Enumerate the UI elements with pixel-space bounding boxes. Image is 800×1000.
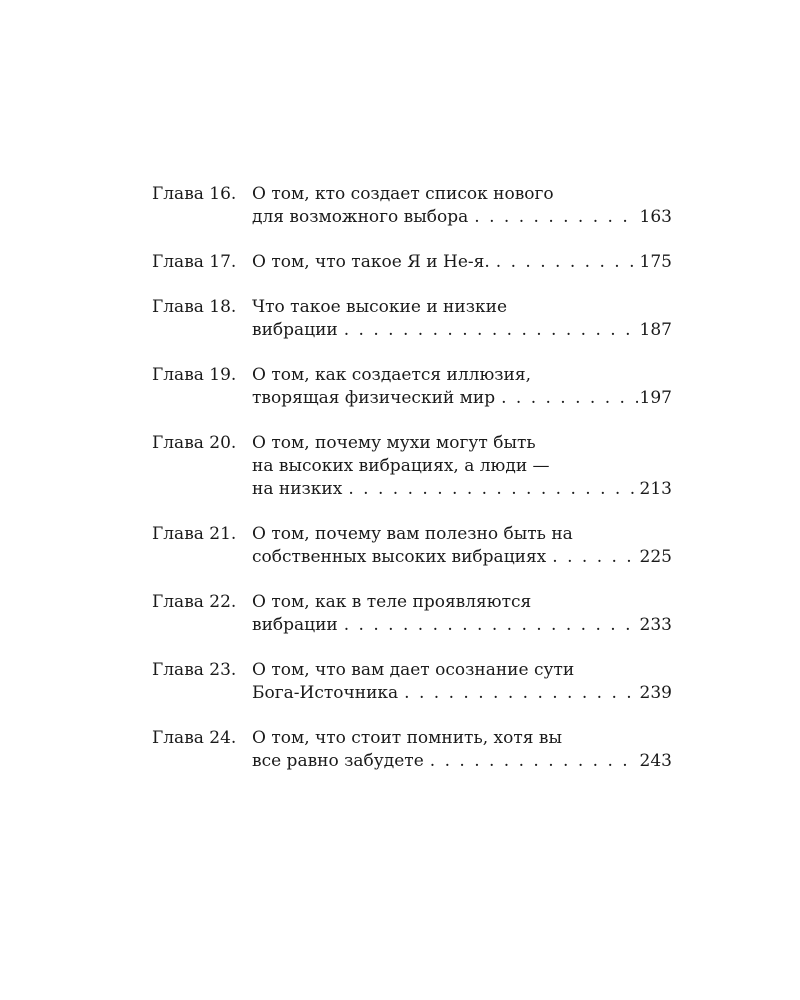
chapter-title-line: О том, почему мухи могут быть (252, 433, 536, 453)
page-number: 163 (639, 207, 672, 227)
page-number: 239 (639, 683, 672, 703)
chapter-title-line: для возможного выбора (252, 207, 469, 227)
chapter-title-line: творящая физический мир (252, 388, 496, 408)
page-number: 175 (639, 252, 672, 272)
chapter-title-line: О том, кто создает список нового (252, 184, 554, 204)
dot-leader (430, 750, 638, 773)
dot-leader (501, 387, 637, 410)
page-number: 213 (639, 479, 672, 499)
chapter-label: Глава 17. (152, 252, 237, 272)
dot-leader (474, 206, 637, 229)
chapter-title-line: на низких (252, 479, 343, 499)
toc-entry-chapter-17[interactable] (152, 251, 672, 274)
toc-entry-chapter-24[interactable] (152, 727, 672, 773)
toc-entry-chapter-18[interactable] (152, 296, 672, 342)
chapter-title-line: О том, что стоит помнить, хотя вы (252, 728, 562, 748)
toc-entry-chapter-20[interactable] (152, 432, 672, 501)
chapter-title-line: Что такое высокие и низкие (252, 297, 508, 317)
page-number: 197 (639, 388, 672, 408)
chapter-title-line: вибрации (252, 320, 338, 340)
dot-leader (348, 478, 637, 501)
page-number: 187 (639, 320, 672, 340)
chapter-title-line: О том, как в теле проявляются (252, 592, 532, 612)
chapter-title-line: Бога-Источника (252, 683, 399, 703)
chapter-label: Глава 23. (152, 660, 237, 680)
page-number: 225 (639, 547, 672, 567)
dot-leader (344, 614, 638, 637)
chapter-label: Глава 20. (152, 433, 237, 453)
page-number: 233 (639, 615, 672, 635)
dot-leader (496, 251, 638, 274)
chapter-title-line: О том, как создается иллюзия, (252, 365, 532, 385)
toc-entry-chapter-21[interactable] (152, 523, 672, 569)
dot-leader (552, 546, 637, 569)
chapter-label: Глава 24. (152, 728, 237, 748)
chapter-title-line: на высоких вибрациях, а люди — (252, 456, 550, 476)
chapter-title-line: О том, что вам дает осознание сути (252, 660, 575, 680)
table-of-contents (152, 183, 672, 795)
chapter-title-line: все равно забудете (252, 751, 424, 771)
chapter-label: Глава 16. (152, 184, 237, 204)
chapter-title-line: собственных высоких вибрациях (252, 547, 547, 567)
toc-entry-chapter-19[interactable] (152, 364, 672, 410)
page-number: 243 (639, 751, 672, 771)
toc-entry-chapter-22[interactable] (152, 591, 672, 637)
chapter-title-line: О том, что такое Я и Не-я. (252, 252, 490, 272)
chapter-title-line: вибрации (252, 615, 338, 635)
dot-leader (344, 319, 638, 342)
toc-entry-chapter-23[interactable] (152, 659, 672, 705)
dot-leader (404, 682, 637, 705)
chapter-label: Глава 19. (152, 365, 237, 385)
chapter-label: Глава 21. (152, 524, 237, 544)
toc-entry-chapter-16[interactable] (152, 183, 672, 229)
chapter-label: Глава 22. (152, 592, 237, 612)
chapter-label: Глава 18. (152, 297, 237, 317)
chapter-title-line: О том, почему вам полезно быть на (252, 524, 573, 544)
